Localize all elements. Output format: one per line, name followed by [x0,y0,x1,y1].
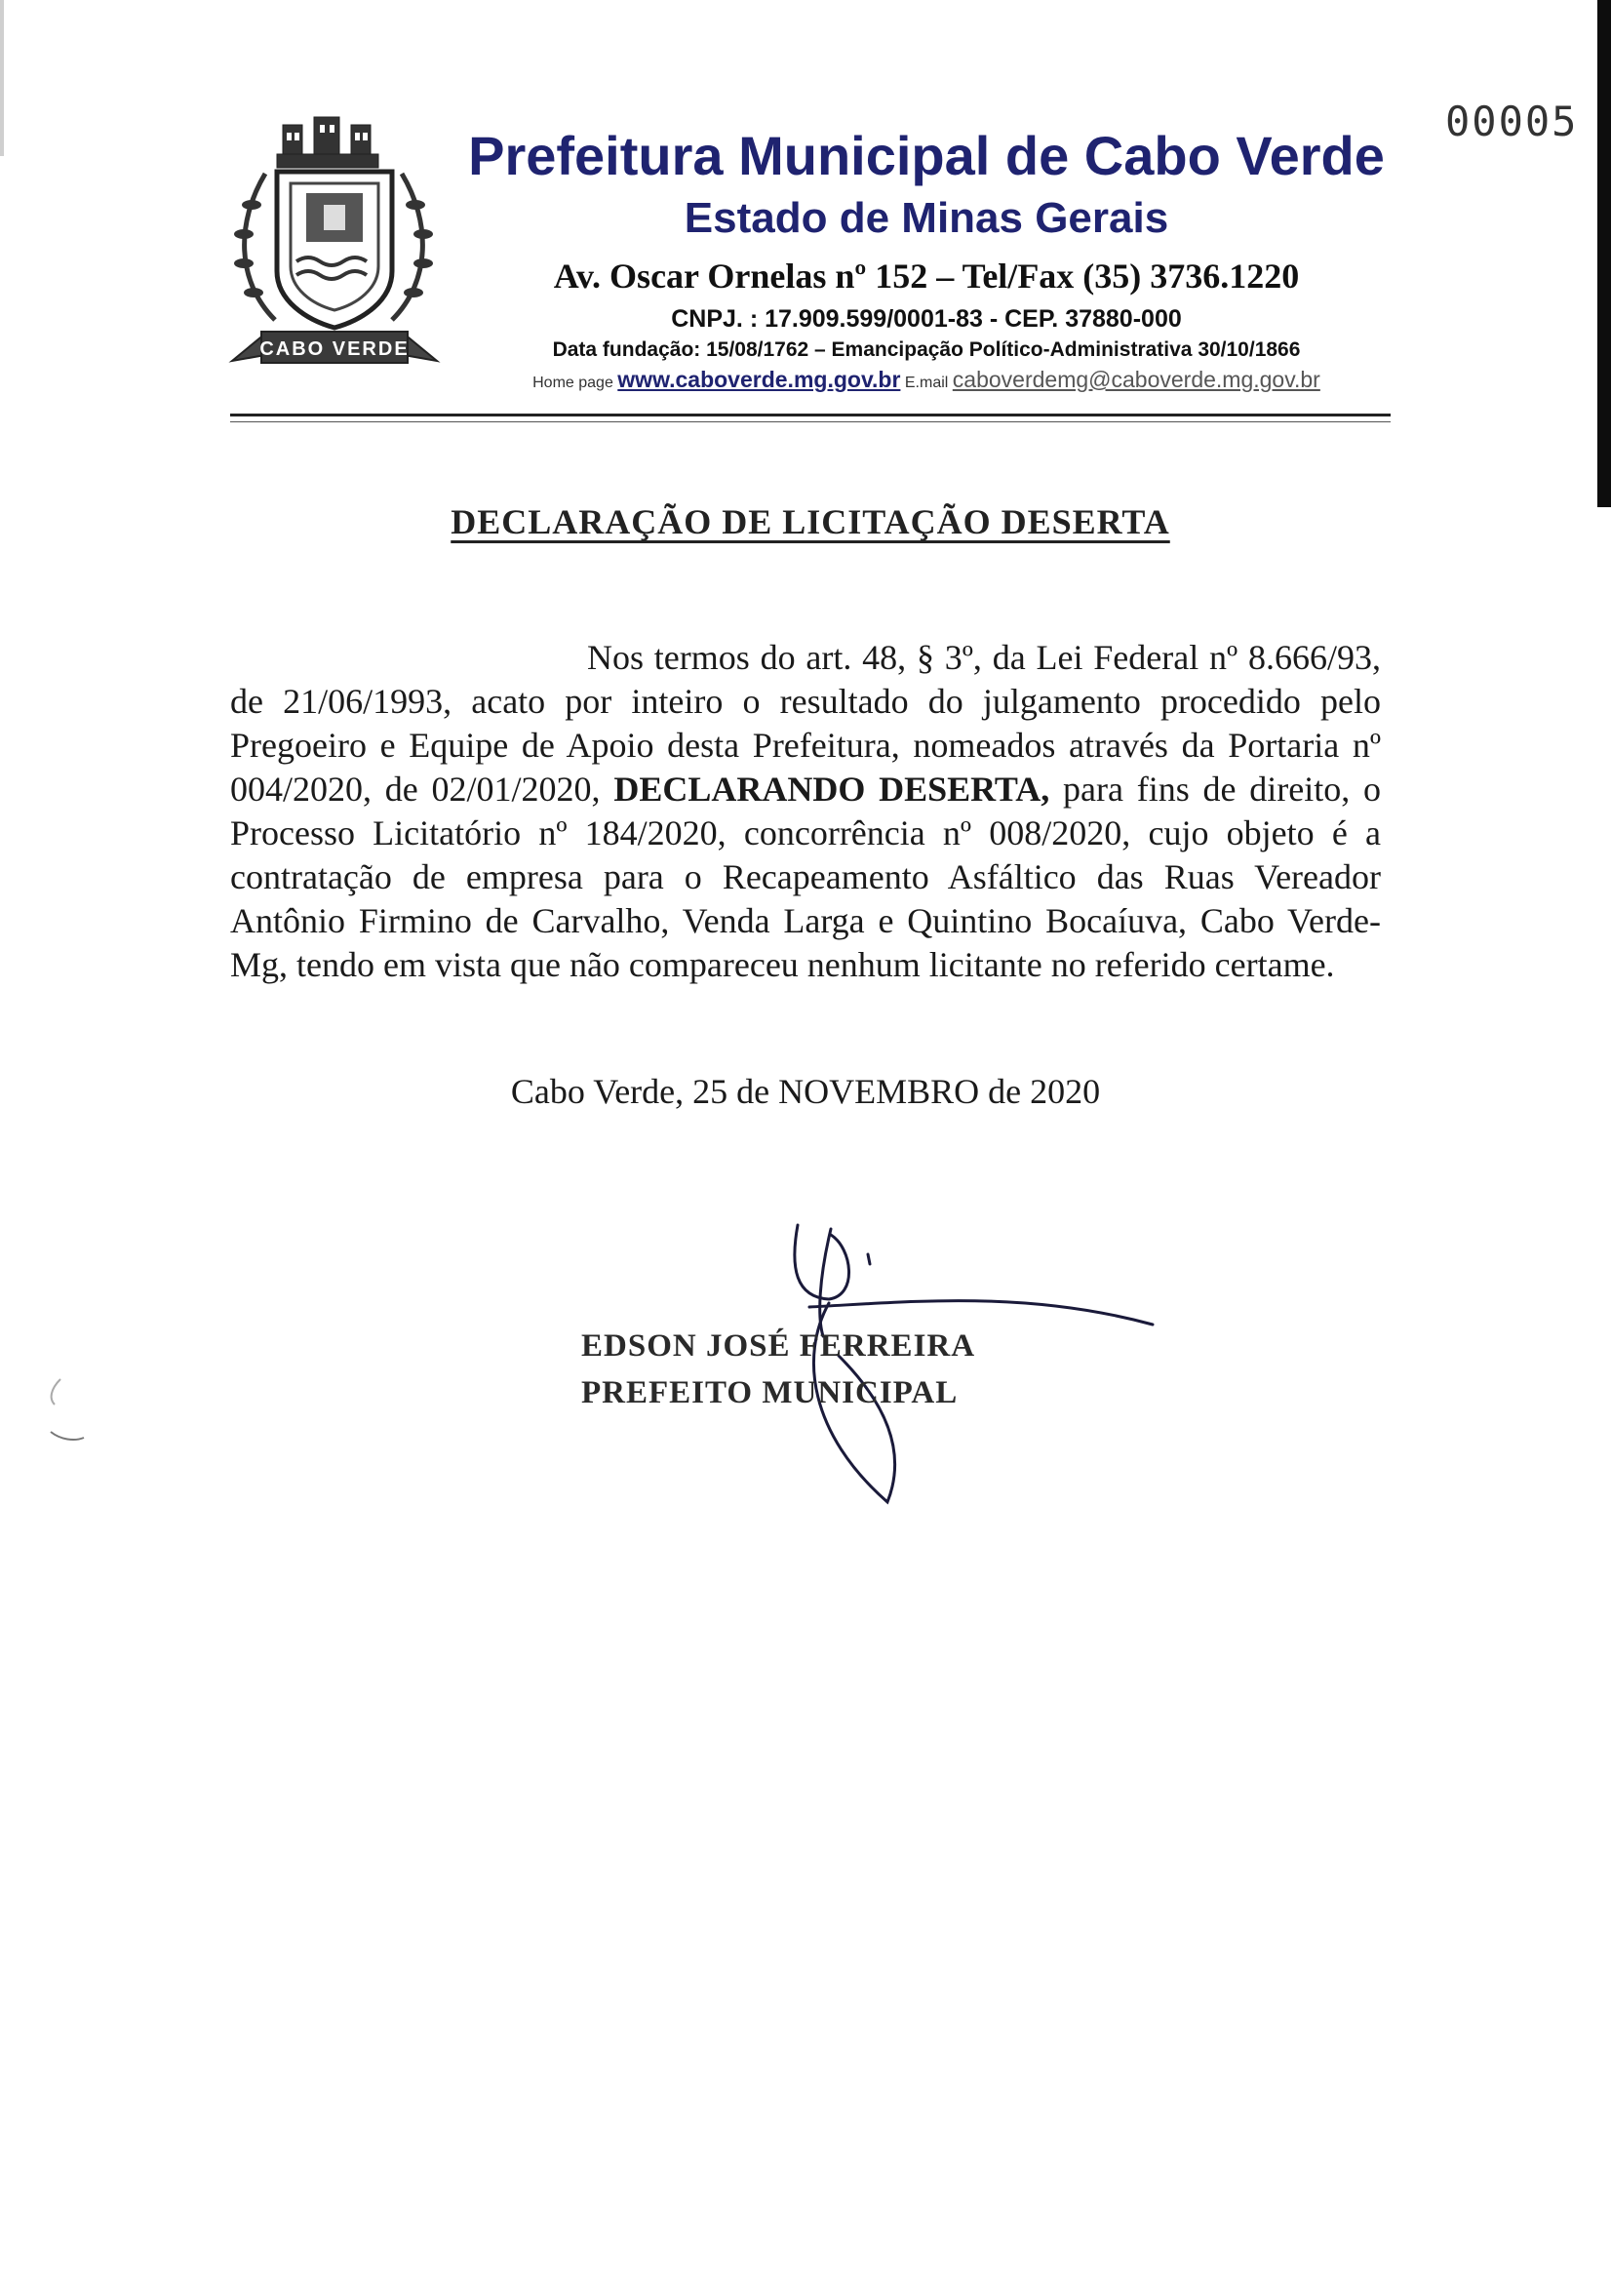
header-divider-thin [230,421,1391,422]
org-title: Prefeitura Municipal de Cabo Verde [468,125,1385,186]
municipal-crest-icon [226,115,443,398]
org-cnpj: CNPJ. : 17.909.599/0001-83 - CEP. 37880-000 [671,305,1182,333]
body-text-bold: DECLARANDO DESERTA, [613,770,1050,809]
handwritten-signature-icon [770,1209,1180,1531]
website-link[interactable]: www.caboverde.mg.gov.br [617,367,901,392]
home-page-label: Home page [532,375,613,391]
scan-edge-mark [0,0,4,156]
header-divider [230,414,1391,416]
body-text-part2: para fins de direito, o Processo Licitatório nº 184/2020, concorrência nº 008/2020, cujo objeto é a contratação de empresa para o Recapeamento Asfáltico das Ruas Vereador Antônio Firmino de Carvalho, Venda Larga e Quintino Bocaíuva, Cabo Verde-Mg, tendo em vista que não compareceu nenhum licitante no referido certame. [230,770,1382,984]
org-dates: Data fundação: 15/08/1762 – Emancipação Político-Administrativa 30/10/1866 [552,338,1301,361]
document-title [230,501,1391,542]
declaration-body [230,636,1381,987]
page-number: 00005 [1445,98,1579,145]
email-label: E.mail [904,375,949,391]
date-line: Cabo Verde, 25 de NOVEMBRO de 2020 [510,1072,1101,1111]
body-text-part1: Nos termos do art. 48, § 3º, da Lei Federal nº 8.666/93, de 21/06/1993, acato por inteiro o resultado do julgamento procedido pelo Pregoeiro e Equipe de Apoio desta Prefeitura, nomeados através da Portaria nº 004/2020, de 02/01/2020, [230,638,1381,809]
email-link[interactable]: caboverdemg@caboverde.mg.gov.br [952,367,1320,392]
org-state: Estado de Minas Gerais [684,194,1169,242]
letterhead [429,125,1424,398]
signatory-name: EDSON JOSÉ FERREIRA [581,1328,976,1364]
org-address: Av. Oscar Ornelas nº 152 – Tel/Fax (35) 3736.1220 [553,257,1300,296]
signatory-role: PREFEITO MUNICIPAL [581,1375,959,1410]
scan-edge-bar [1597,0,1611,507]
crest-banner-text: CABO VERDE [259,338,410,360]
org-contact [429,365,1424,398]
document-title-text: DECLARAÇÃO DE LICITAÇÃO DESERTA [451,502,1170,541]
margin-mark-icon [41,1375,99,1453]
